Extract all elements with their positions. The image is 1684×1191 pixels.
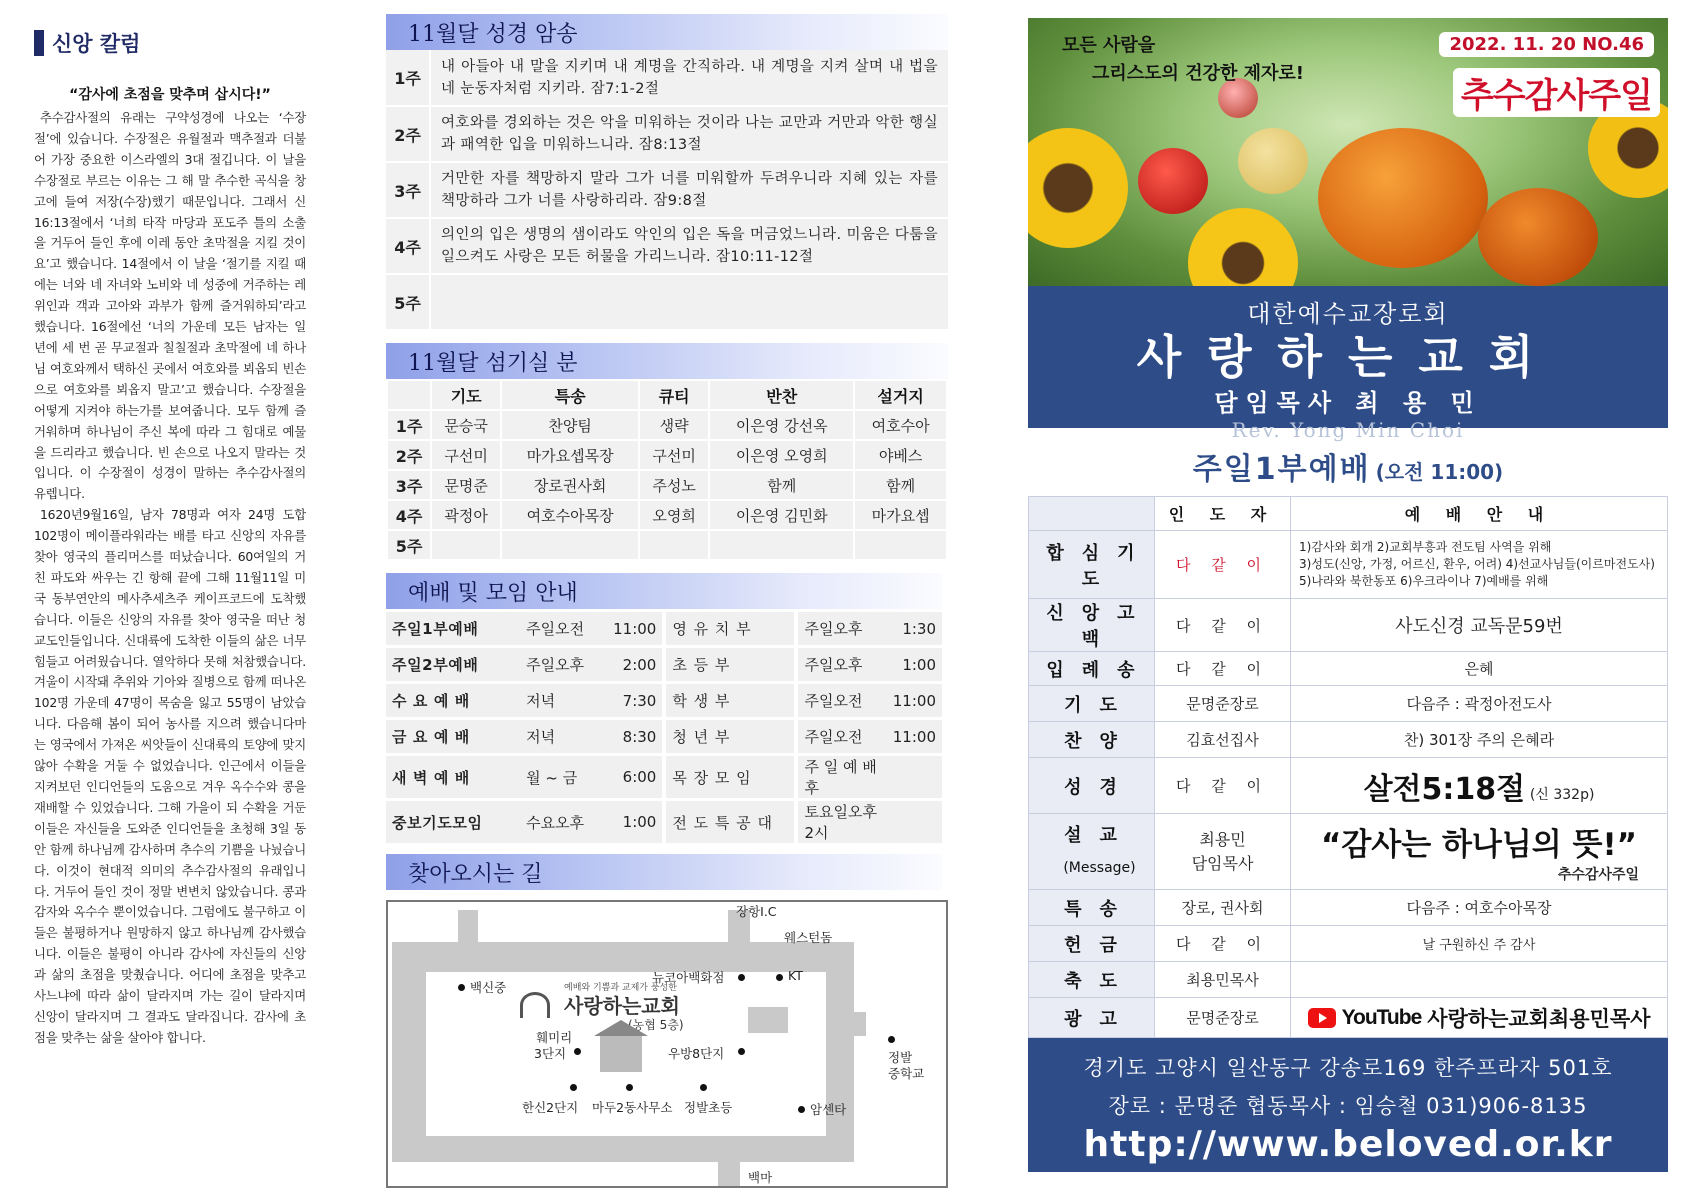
map-dot-icon [458, 984, 465, 991]
map-label: 정발 [888, 1050, 913, 1065]
meeting-time: 1:00 [605, 801, 662, 843]
meeting-name: 목 장 모 임 [666, 756, 794, 798]
map-road [748, 1007, 788, 1033]
dove-icon [520, 992, 550, 1018]
map-dot-icon [700, 1084, 707, 1091]
meeting-day: 저녁 [520, 684, 605, 717]
meeting-name: 학 생 부 [666, 684, 794, 717]
apple-icon [1138, 148, 1208, 214]
meeting-day: 주일오전 [520, 612, 605, 645]
bulletin-slogan: 모든 사람을 그리스도의 건강한 제자로! [1062, 35, 1305, 84]
church-name: 사랑하는교회 [1136, 330, 1560, 384]
memory-verse-title: 11월달 성경 암송 [386, 14, 948, 50]
serving-cell: 주성노 [639, 470, 709, 500]
map-dot-icon [738, 1048, 745, 1055]
meeting-day: 저녁 [520, 720, 605, 753]
map-dot-icon [570, 1084, 577, 1091]
serving-cell: 찬양팀 [501, 410, 639, 440]
serving-cell: 이은영 오영희 [709, 440, 854, 470]
service-row: 성경 다 같 이 살전5:18절 (신 332p) [1029, 758, 1668, 814]
meeting-time: 11:00 [886, 720, 942, 753]
meeting-time: 8:30 [605, 720, 662, 753]
week-label: 1주 [387, 410, 431, 440]
week-label: 4주 [386, 218, 430, 274]
bulletin-date-number: 2022. 11. 20 NO.46 [1439, 32, 1654, 57]
serving-cell [709, 530, 854, 560]
meetings-table [386, 609, 942, 846]
memory-verse-row [386, 50, 948, 106]
meeting-row [386, 648, 942, 681]
feast-title: 추수감사주일 [1453, 68, 1660, 117]
sunflower-icon [1188, 208, 1298, 286]
week-label: 3주 [387, 470, 431, 500]
service-order-table [1028, 496, 1668, 1038]
table-corner [1029, 497, 1155, 531]
meeting-time: 1:30 [886, 612, 942, 645]
meeting-row [386, 612, 942, 645]
meeting-time [886, 756, 942, 798]
serving-cell: 마가요셉 [854, 500, 947, 530]
map-dot-icon [776, 974, 783, 981]
serving-cell: 여호수아 [854, 410, 947, 440]
week-label: 5주 [387, 530, 431, 560]
serving-cell [854, 530, 947, 560]
map-label: 중학교 [888, 1066, 925, 1081]
map-label: 마두2동사무소 [592, 1100, 673, 1115]
serving-header: 특송 [501, 380, 639, 410]
church-contact: 장로 : 문명준 협동목사 : 임승철 031)906-8135 [1108, 1094, 1588, 1118]
harvest-hero-image [1028, 18, 1668, 286]
info-header: 예 배 안 내 [1291, 497, 1668, 531]
serving-header: 반찬 [709, 380, 854, 410]
pumpkin-icon [1478, 188, 1598, 286]
map-dot-icon [798, 1106, 805, 1113]
meeting-name: 영 유 치 부 [666, 612, 794, 645]
meeting-row [386, 684, 942, 717]
middle-column [386, 14, 948, 1188]
serving-cell: 구선미 [639, 440, 709, 470]
serving-cell: 여호수아목장 [501, 500, 639, 530]
memory-verse-table [386, 50, 948, 331]
meeting-day: 토요일오후2시 [798, 801, 885, 843]
memory-verse-row [386, 218, 948, 274]
meetings-title: 예배 및 모임 안내 [386, 573, 942, 609]
leader-header: 인 도 자 [1155, 497, 1291, 531]
week-label: 2주 [386, 106, 430, 162]
map-label: 장항I.C [736, 904, 777, 919]
meeting-time: 2:00 [605, 648, 662, 681]
serving-cell: 문명준 [431, 470, 501, 500]
week-label: 5주 [386, 274, 430, 330]
serving-header: 큐티 [639, 380, 709, 410]
service-row: 설교 (Message) 최용민 담임목사 “감사는 하나님의 뜻!” 추수감사주일 [1029, 814, 1668, 890]
serving-cell: 문승국 [431, 410, 501, 440]
meeting-time: 11:00 [605, 612, 662, 645]
meeting-day: 주일오전 [798, 684, 885, 717]
melon-icon [1238, 128, 1308, 194]
meeting-day: 수요오후 [520, 801, 605, 843]
memory-verse-row [386, 162, 948, 218]
meeting-time: 6:00 [605, 756, 662, 798]
map-label: 웨스턴돔 [784, 930, 833, 945]
service-row: 신앙고백 다 같 이 사도신경 교독문59번 [1029, 599, 1668, 652]
service-row: 입례송 다 같 이 은혜 [1029, 652, 1668, 686]
serving-cell [501, 530, 639, 560]
serving-cell: 마가요셉목장 [501, 440, 639, 470]
bulletin-column [1028, 18, 1668, 1172]
serving-header: 기도 [431, 380, 501, 410]
map-dot-icon [626, 1084, 633, 1091]
serving-cell: 곽정아 [431, 500, 501, 530]
denomination: 대한예수교장로회 [1247, 300, 1449, 328]
serving-cell: 함께 [854, 470, 947, 500]
serving-cell: 이은영 강선옥 [709, 410, 854, 440]
week-label: 2주 [387, 440, 431, 470]
church-banner [1028, 286, 1668, 442]
pumpkin-icon [1318, 128, 1488, 268]
church-roof-icon [594, 1020, 648, 1036]
service-row: 광고 문명준장로 YouTube 사랑하는교회최용민목사 [1029, 998, 1668, 1038]
meeting-day: 주일오후 [798, 648, 885, 681]
serving-cell: 이은영 김민화 [709, 500, 854, 530]
meeting-name: 중보기도모임 [386, 801, 520, 843]
meeting-day: 주일오전 [798, 720, 885, 753]
column-body [34, 108, 306, 1049]
church-building-icon [600, 1032, 642, 1072]
serving-cell: 구선미 [431, 440, 501, 470]
service-row: 기도 문명준장로 다음주 : 곽정아전도사 [1029, 686, 1668, 722]
meeting-name: 수 요 예 배 [386, 684, 520, 717]
serving-header: 설거지 [854, 380, 947, 410]
meeting-name: 금 요 예 배 [386, 720, 520, 753]
pastor-english-name: Rev. Yong Min Choi [1231, 418, 1465, 442]
serving-row [387, 470, 947, 500]
serving-cell: 생략 [639, 410, 709, 440]
week-label: 3주 [386, 162, 430, 218]
serving-cell: 야베스 [854, 440, 947, 470]
faith-column [34, 28, 306, 1049]
serving-row [387, 410, 947, 440]
map-dot-icon [574, 1048, 581, 1055]
youtube-channel-link[interactable]: YouTube 사랑하는교회최용민목사 [1308, 1003, 1651, 1033]
title-bar-icon [34, 30, 44, 56]
church-footer [1028, 1038, 1668, 1172]
meeting-name: 전 도 특 공 대 [666, 801, 794, 843]
column-headline: “감사에 초점을 맞추며 삽시다!” [69, 87, 271, 103]
serving-row [387, 500, 947, 530]
meeting-name: 초 등 부 [666, 648, 794, 681]
service-row: 헌금 다 같 이 날 구원하신 주 감사 [1029, 926, 1668, 962]
meeting-name: 주일2부예배 [386, 648, 520, 681]
week-label: 1주 [386, 50, 430, 106]
map-dot-icon [738, 974, 745, 981]
scripture-reference: 살전5:18절 [1363, 771, 1526, 807]
map-road [826, 1012, 866, 1036]
senior-pastor: 담임목사 최 용 민 [1214, 389, 1482, 417]
map-road [718, 1152, 740, 1188]
church-website-link[interactable]: http://www.beloved.or.kr [1083, 1124, 1613, 1165]
map-label: 3단지 [534, 1046, 567, 1061]
column-paragraph: 1620년9월16일, 남자 78명과 여자 24명 도합 102명이 메이플라워라는 배를 타고 신앙의 자유를 찾아 영국의 플리머스를 떠났습니다. 60여일의 거친 파도와 싸우는 긴 항해 끝에 그해 11월11일 미국 동부연안의 메사추세츠주 케이프코드에 도착했습니다. 이들은 신앙의 자유를 찾아 영국을 떠난 청교도인들입니다. 신대륙에 도착한 이들의 삶은 너무 힘들고 어려웠습니다. 열악하다 못해 처참했습니다. 겨울이 시작돼 추위와 기아와 질병으로 함께 떠나온 102명 가운데 47명이 목숨을 잃고 55명이 남았습니다. 다음해 봄이 되어 농사를 지으려 했습니다마는 영국에서 가져온 씨앗들이 신대륙의 토양에 맞지 않아 수확을 거둘 수 없었습니다. 인근에서 이들을 지켜보던 인디언들의 도움으로 겨우 옥수수와 콩을 재배할 수 있었습니다. 그해 가을이 되 수확을 거둔 이들은 자신들을 도와준 인디언들을 초청해 3일 동안 함께 하나님께 감사하며 추수의 기쁨을 나눴습니다. 이것이 현대적 의미의 추수감사절의 유래입니다. 거두어 들인 것이 정말 변변치 않았습니다. 콩과 감자와 옥수수 뿐이었습니다. 그럼에도 불구하고 이들은 불평하거나 원망하지 않고 하나님께 감사했습니다. 이들은 불평이 아니라 감사에 자신들의 신앙과 삶의 초점을 맞췄습니다. 어디에 초점을 맞추고 사느냐에 따라 삶이 달라지며 가는 길이 달라지며 신앙이 달라지며 그 결과도 달라집니다. 감사에 초점을 맞추는 삶을 살아야 합니다. [34, 507, 306, 1045]
memory-verse-row [386, 274, 948, 330]
serving-cell: 함께 [709, 470, 854, 500]
verse-text [430, 274, 948, 330]
service-row: 합심기도 다 같 이 1)감사와 회개 2)교회부흥과 전도팀 사역을 위해 3)성도(신앙, 가정, 어르신, 환우, 어려) 4)선교사님들(이르마전도사) 5)나라와 북한동포 6)우크라이나 7)예배를 위해 [1029, 531, 1668, 599]
serving-cell [639, 530, 709, 560]
meeting-name: 새 벽 예 배 [386, 756, 520, 798]
church-map-logo: 예배와 기쁨과 교제가 풍성한 사랑하는교회 (농협 5층) [520, 980, 710, 1030]
map-label: 암센타 [810, 1102, 847, 1117]
service-title: 주일1부예배 (오전 11:00) [1192, 452, 1504, 487]
map-label: 백신중 [470, 980, 507, 995]
service-row: 축도 최용민목사 [1029, 962, 1668, 998]
verse-text: 거만한 자를 책망하지 말라 그가 너를 미워할까 두려우니라 지혜 있는 자를 책망하라 그가 너를 사랑하리라. 잠9:8절 [430, 162, 948, 218]
verse-text: 내 아들아 내 말을 지키며 내 계명을 간직하라. 내 계명을 지켜 살며 내 법을 네 눈동자처럼 지키라. 잠7:1-2절 [430, 50, 948, 106]
directions-title: 찾아오시는 길 [386, 854, 942, 890]
meeting-time: 7:30 [605, 684, 662, 717]
serving-cell: 장로권사회 [501, 470, 639, 500]
serving-cell: 오영희 [639, 500, 709, 530]
meeting-day: 주일오후 [798, 612, 885, 645]
serving-title: 11월달 섬기실 분 [386, 343, 948, 379]
sermon-title: “감사는 하나님의 뜻!” [1320, 827, 1638, 863]
meeting-row [386, 756, 942, 798]
meeting-row [386, 720, 942, 753]
map-label: 한신2단지 [522, 1100, 579, 1115]
map-dot-icon [888, 1036, 895, 1043]
week-label: 4주 [387, 500, 431, 530]
serving-cell [431, 530, 501, 560]
map-label: 우방8단지 [668, 1046, 725, 1061]
serving-header [387, 380, 431, 410]
meeting-day: 주일오후 [520, 648, 605, 681]
meeting-day: 월 ~ 금 [520, 756, 605, 798]
church-address: 경기도 고양시 일산동구 강송로169 한주프라자 501호 [1083, 1056, 1613, 1080]
sunflower-icon [1028, 128, 1128, 248]
service-row: 특송 장로, 권사회 다음주 : 여호수아목장 [1029, 890, 1668, 926]
column-section-title: 신앙 칼럼 [34, 28, 306, 58]
verse-text: 의인의 입은 생명의 샘이라도 악인의 입은 독을 머금었느니라. 미움은 다툼을 일으켜도 사랑은 모든 허물을 가리느니라. 잠10:11-12절 [430, 218, 948, 274]
service-row: 찬양 김효선집사 찬) 301장 주의 은혜라 [1029, 722, 1668, 758]
map-label: 백마 [748, 1170, 773, 1185]
meeting-time [886, 801, 942, 843]
serving-row [387, 440, 947, 470]
verse-text: 여호와를 경외하는 것은 악을 미워하는 것이라 나는 교만과 거만과 악한 행실과 패역한 입을 미워하느니라. 잠8:13절 [430, 106, 948, 162]
meeting-day: 주 일 예 배 후 [798, 756, 885, 798]
column-paragraph: 추수감사절의 유래는 구약성경에 나오는 ‘수장절’에 있습니다. 수장절은 유월절과 맥추절과 더불어 가장 중요한 이스라엘의 3대 절깁니다. 이 날을 수장절로 부르는 이유는 그 해 말 추수한 곡식을 창고에 들여 저장(수장)했기 때문입니다. 그래서 신16:13절에서 ‘너희 타작 마당과 포도주 틀의 소출을 거두어 들인 후에 이레 동안 초막절을 지킬 것이요’고 했습니다. 14절에서 이 날을 ‘절기를 지킬 때에는 너와 네 자녀와 노비와 네 성중에 거주하는 레위인과 객과 고아와 과부가 함께 즐거워하되’라고 했습니다. 16절에선 ‘너의 가운데 모든 남자는 일 년에 세 번 곧 무교절과 칠칠절과 초막절에 네 하나님 여호와께서 택하신 곳에서 여호와를 뵈옵되 빈손으로 여호와를 뵈옵지 말고’고 했습니다. 수장절을 어떻게 지켜야 하는가를 보여줍니다. 모두 함께 즐거워하며 하나님이 주신 복에 따라 그 힘대로 예물을 드리라고 했습니다. 빈 손으로 나오지 말라는 것입니다. 이 수장절이 성경이 말하는 추수감사절의 유렙니다. [34, 110, 306, 502]
meeting-row [386, 801, 942, 843]
map-label: KT [788, 968, 803, 983]
meeting-name: 청 년 부 [666, 720, 794, 753]
directions-map [386, 900, 948, 1188]
memory-verse-row [386, 106, 948, 162]
meeting-time: 11:00 [886, 684, 942, 717]
map-label: 뉴코아백화점 [652, 970, 725, 985]
map-label: 훼미리 [536, 1030, 573, 1045]
serving-table [386, 379, 948, 561]
youtube-play-icon [1308, 1008, 1336, 1028]
serving-row [387, 530, 947, 560]
map-label: 정발초등 [684, 1100, 733, 1115]
meeting-time: 1:00 [886, 648, 942, 681]
map-road [458, 910, 478, 950]
meeting-name: 주일1부예배 [386, 612, 520, 645]
